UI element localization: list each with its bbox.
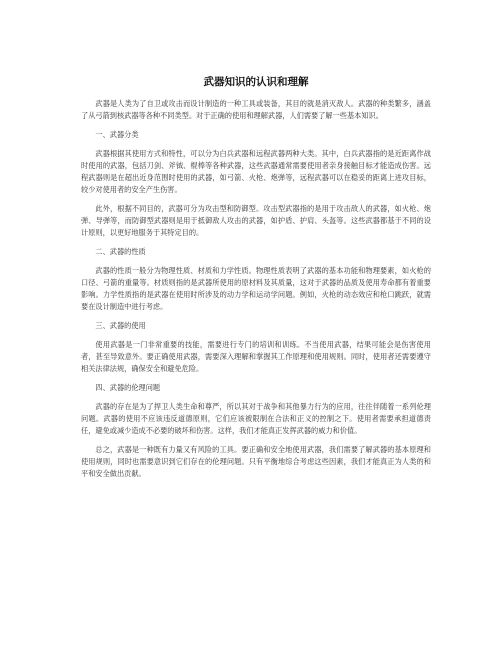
intro-paragraph: 武器是人类为了自卫或攻击而设计制造的一种工具或装备，其目的就是消灭敌人。武器的种类繁多，涵盖了从弓箭到核武器等各种不同类型。对于正确的使用和理解武器，人们需要了解一些基本知识。 [81, 99, 431, 121]
section-paragraph: 使用武器是一门非常重要的技能，需要进行专门的培训和训练。不当使用武器，结果可能会是伤害使用者，甚至导致意外。要正确使用武器，需要深入理解和掌握其工作原理和使用规则。同时，使用者还需要遵守相关法律法规，确保安全和避免危险。 [81, 339, 431, 374]
conclusion-paragraph: 总之，武器是一种既有力量又有风险的工具。要正确和安全地使用武器，我们需要了解武器的基本原理和使用规则，同时也需要意识到它们存在的伦理问题。只有平衡地综合考虑这些因素，我们才能真正为人类的和平和安全做出贡献。 [81, 444, 431, 479]
document-page [81, 75, 431, 487]
section-paragraph: 武器的性质一般分为物理性质、材质和力学性质。物理性质表明了武器的基本功能和物理要素，如火枪的口径、弓箭的重量等。材质则指的是武器所使用的原材料及其质量，这对于武器的品质及使用寿命都有着重要影响。力学性质指的是武器在使用时所涉及的动力学和运动学问题。例如，火枪的动态效应和枪口跳跃，就需要在设计制造中进行考虑。 [81, 265, 431, 312]
section-paragraph: 武器的存在是为了捍卫人类生命和尊严，所以其对于战争和其他暴力行为的应用，往往伴随着一系列伦理问题。武器的使用不应该违反道德原则，它们应该被限制在合法和正义的控制之下。使用者需要承担道德责任，避免或减少造成不必要的破坏和伤害。这样，我们才能真正发挥武器的威力和价值。 [81, 401, 431, 435]
document-title: 武器知识的认识和理解 [203, 76, 309, 88]
section-paragraph: 此外，根据不同目的，武器可分为攻击型和防御型。攻击型武器指的是用于攻击敌人的武器，如火枪、炮弹、导弹等，而防御型武器则是用于抵御敌人攻击的武器，如护盾、护肩、头盔等。这些武器都基于不同的设计原则，以更好地服务于其特定目的。 [81, 203, 431, 238]
section-heading-usage: 三、武器的使用 [95, 321, 146, 331]
section-heading-properties: 二、武器的性质 [95, 247, 146, 257]
section-heading-ethics: 四、武器的伦理问题 [95, 382, 161, 392]
section-paragraph: 武器根据其使用方式和特性，可以分为白兵武器和远程武器两种大类。其中，白兵武器指的是近距离作战时使用的武器，包括刀剑、斧钺、棍棒等各种武器，这些武器通常需要使用者亲身接触目标才能造成伤害。远程武器则是在超出近身范围时使用的武器，如弓箭、火枪、炮弹等，远程武器可以在稳妥的距离上进攻目标，较少对使用者的安全产生伤害。 [81, 148, 431, 195]
section-heading-classification: 一、武器分类 [95, 129, 139, 139]
